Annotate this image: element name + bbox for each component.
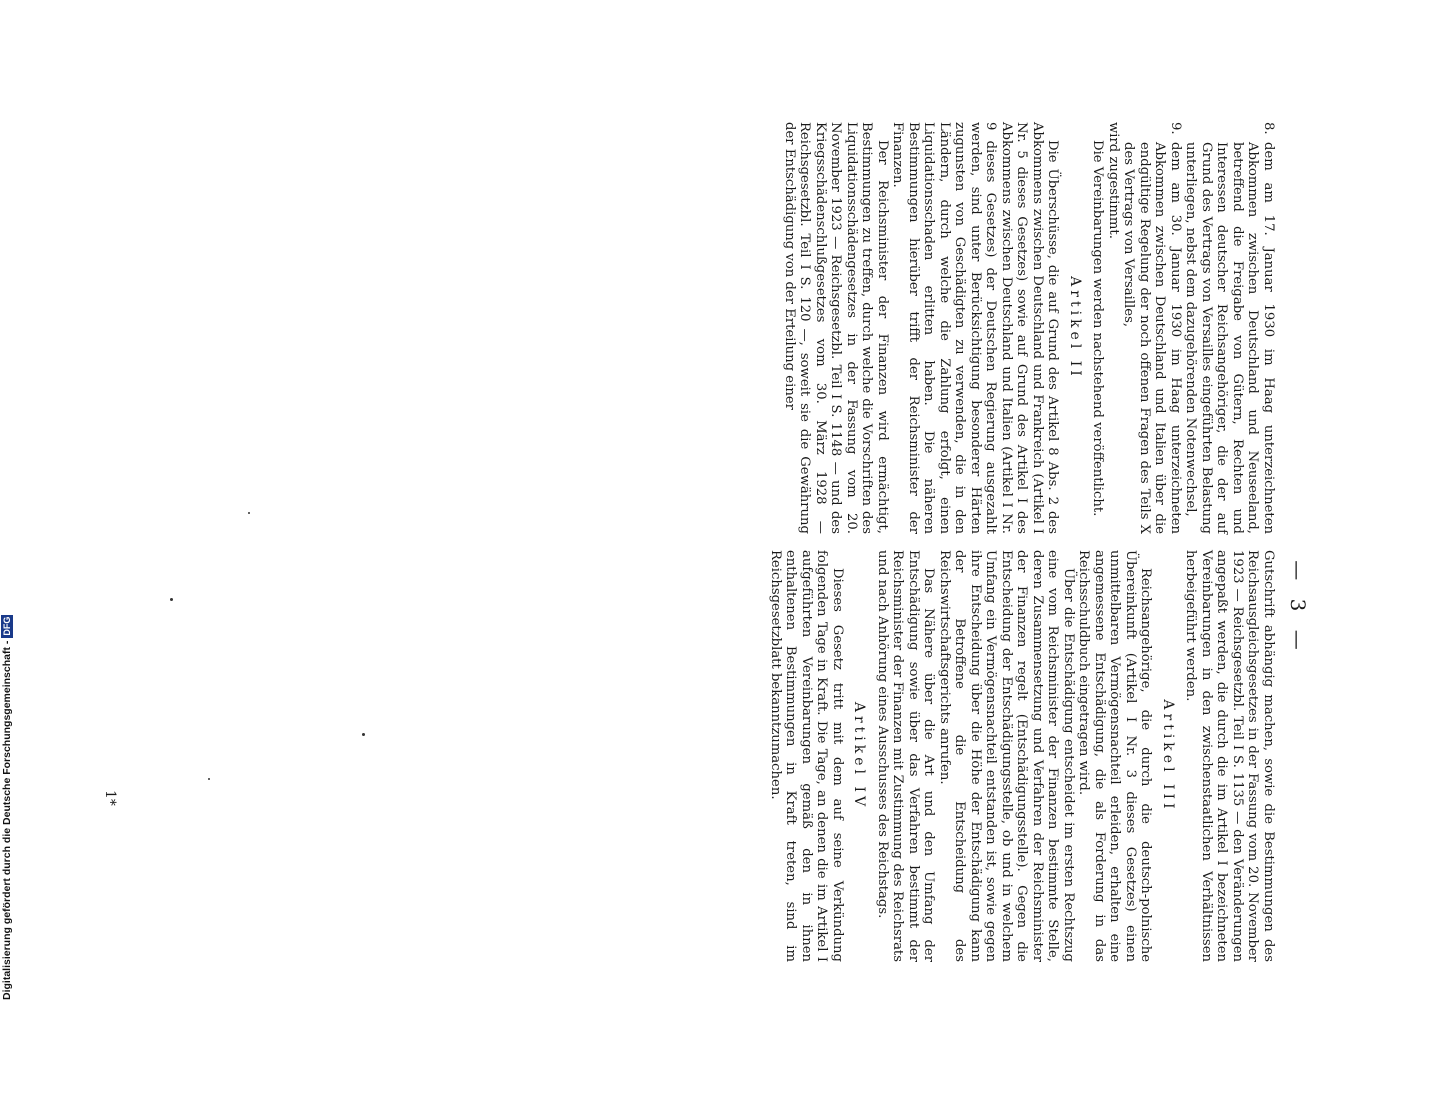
digitization-note bbox=[0, 0, 14, 1000]
page-number-header: — 3 — bbox=[1286, 560, 1310, 656]
publication-paragraph: Die Vereinbarungen werden nachstehend veröffentlicht. bbox=[1090, 140, 1106, 517]
article-3-paragraph-1: Reichsangehörige, die durch die deutsch-polnische Übereinkunft (Artikel I Nr. 3 dieses Gesetzes) einen unmittelbaren Vermögensnachteil erleiden, erhalten eine angemessene Entschädigung, die als Forderung in das Reichsschuldbuch eingetragen wird. bbox=[1076, 550, 1154, 962]
article-4-paragraph-1: Dieses Gesetz tritt mit dem auf seine Verkündung folgenden Tage in Kraft. Die Tage, an denen die im Artikel I aufgeführten Vereinbarungen gemäß den in ihnen enthaltenen Bestimmungen in Kraft treten, sind im Reichsgesetzblatt bekanntzumachen. bbox=[768, 550, 845, 962]
digitization-note-text: Digitalisierung gefördert durch die Deutsche Forschungsgemeinschaft - bbox=[1, 640, 13, 1000]
article-3-paragraph-3: Das Nähere über die Art und den Umfang der Entschädigung sowie über das Verfahren bestimmt der Reichsminister der Finanzen mit Zustimmung des Reichsrats und nach Anhörung eines Ausschusses des Reichstags. bbox=[875, 550, 937, 962]
article-2-paragraph-2: Der Reichsminister der Finanzen wird ermächtigt, Bestimmungen zu treffen, durch welche die Vorschriften des Liquidationsschädengesetzes in der Fassung vom 20. November 1923 — Reichsgesetzbl. Teil I S. 1148 — und des Kriegsschädenschlußgesetzes vom 30. März 1928 — Reichsgesetzbl. Teil I S. 120 —, soweit sie die Gewährung der Entschädigung von der Erteilung einer bbox=[782, 122, 890, 534]
item-text: dem am 17. Januar 1930 im Haag unterzeichneten Abkommen zwischen Deutschland und Neuseeland, betreffend die Freigabe von Gütern, Rechten und Interessen deutscher Reichsangehöriger, die der auf Grund des Vertrags von Versailles eingeführten Belastung unterliegen, nebst dem dazugehörenden Notenwechsel, bbox=[1183, 142, 1276, 534]
article-2-heading: Artikel II bbox=[1067, 276, 1083, 380]
scan-speck bbox=[248, 512, 250, 514]
article-3-paragraph-2: Über die Entschädigung entscheidet im ersten Rechtszug eine vom Reichsminister der Finanzen bestimmte Stelle, deren Zusammensetzung und Verfahren der Reichsminister der Finanzen regelt (Entschädigungsstelle). Gegen die Entscheidung der Entschädigungsstelle, ob und in welchem Umfang ein Vermögensnachteil entstanden ist, sowie gegen ihre Entscheidung über die Höhe der Entschädigung kann der Betroffene die Entscheidung des Reichswirtschaftsgerichts anrufen. bbox=[937, 550, 1076, 962]
item-number: 9. bbox=[1168, 122, 1183, 135]
left-column bbox=[782, 122, 1277, 534]
article-4-heading: Artikel IV bbox=[851, 701, 868, 811]
scan-speck bbox=[362, 733, 365, 736]
article-2-paragraph-1: Die Überschüsse, die auf Grund des Artikel 8 Abs. 2 des Abkommens zwischen Deutschland und Frankreich (Artikel I Nr. 5 dieses Gesetzes) sowie auf Grund des Artikel I des Abkommens zwischen Deutschland und Italien (Artikel I Nr. 9 dieses Gesetzes) der Deutschen Regierung ausgezahlt werden, sind unter Berücksichtigung besonderer Härten zugunsten von Geschädigten zu verwenden, die in den Ländern, durch welche die Zahlung erfolgt, einen Liquidationsschaden erlitten haben. Die näheren Bestimmungen hierüber trifft der Reichsminister der Finanzen. bbox=[890, 122, 1061, 534]
scan-speck bbox=[170, 598, 173, 601]
right-column bbox=[768, 550, 1277, 962]
footnote-mark: 1* bbox=[102, 790, 118, 806]
approval-line: wird zugestimmt. bbox=[1106, 122, 1121, 239]
article-3-heading: Artikel III bbox=[1160, 699, 1176, 813]
continuation-paragraph: Gutschrift abhängig machen, sowie die Bestimmungen des Reichsausgleichsgesetzes in der Fassung vom 20. November 1923 — Reichsgesetzbl. Teil I S. 1135 — den Veränderungen angepaßt werden, die durch die im Artikel I bezeichneten Vereinbarungen in den zwischenstaatlichen Verhältnissen herbeigeführt werden. bbox=[1183, 550, 1276, 962]
item-number: 8. bbox=[1261, 122, 1276, 135]
scanned-page bbox=[670, 118, 1310, 1098]
dfg-logo: DFG bbox=[2, 616, 12, 636]
scan-speck bbox=[208, 778, 210, 780]
list-item bbox=[1183, 122, 1276, 534]
item-text: dem am 30. Januar 1930 im Haag unterzeichneten Abkommen zwischen Deutschland und Italien über die endgültige Regelung der noch offenen Fragen des Teils X des Vertrags von Versailles, bbox=[1121, 142, 1183, 534]
list-item bbox=[1121, 122, 1183, 534]
